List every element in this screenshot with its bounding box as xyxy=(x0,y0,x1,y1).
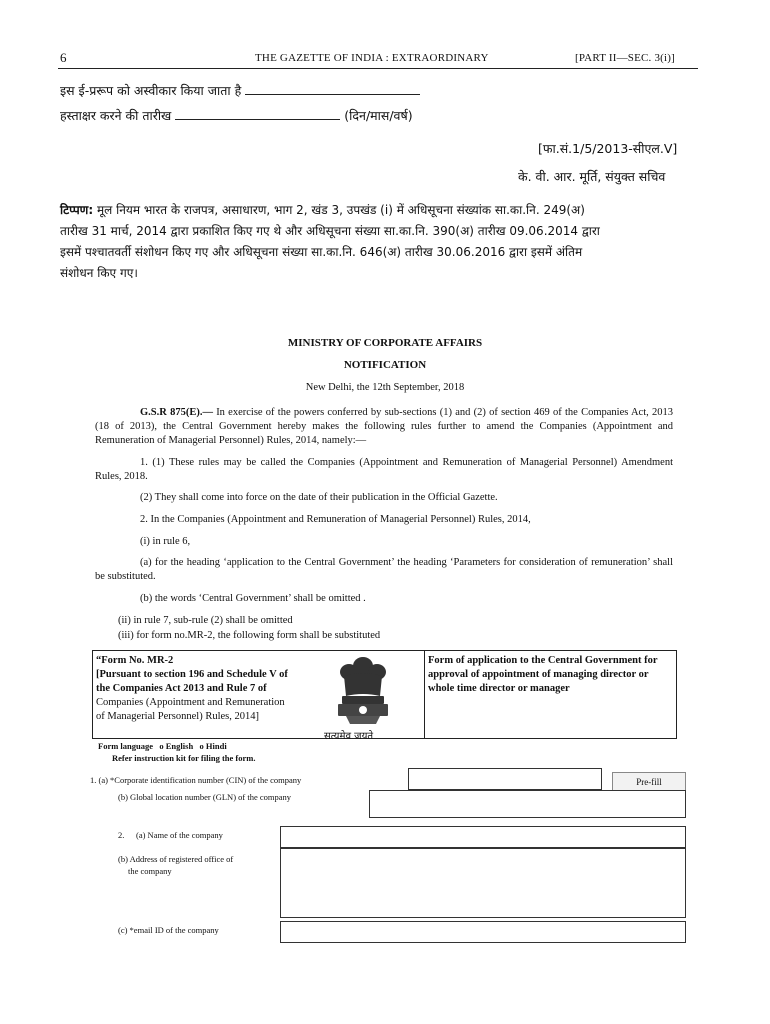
header-divider xyxy=(58,68,698,69)
gln-input[interactable] xyxy=(369,790,686,818)
rule-1-1: 1. (1) These rules may be called the Companies (Appointment and Remuneration of Managerial Personnel) Amendment Rules, 2018. xyxy=(95,457,673,482)
registered-address-input[interactable] xyxy=(280,848,686,918)
rule-2-iii: (iii) for form no.MR-2, the following form shall be substituted xyxy=(118,630,381,641)
signing-date-line xyxy=(60,107,413,124)
note-label: टिप्पण: xyxy=(60,203,94,217)
form-header-divider xyxy=(424,650,425,739)
page-number: 6 xyxy=(60,50,67,65)
note-line-3: इसमें पश्चातवर्ती संशोधन किए गए और अधिसूचना संख्या सा.का.नि. 646(अ) तारीख 30.06.2016 द्वारा इसमें अंतिम xyxy=(60,245,583,259)
rejection-line xyxy=(60,82,420,99)
q1b-label: (b) Global location number (GLN) of the company xyxy=(118,792,292,802)
form-purpose: Form of application to the Central Government for approval of appointment of managing director or whole time director or manager xyxy=(428,655,658,694)
form-language-row xyxy=(98,741,227,751)
note-block xyxy=(60,200,685,284)
note-line-2: तारीख 31 मार्च, 2014 द्वारा प्रकाशित किए गए थे और अधिसूचना संख्या सा.का.नि. 390(अ) तारीख 09.06.2014 द्वारा xyxy=(60,224,600,238)
prefill-button[interactable]: Pre-fill xyxy=(612,772,686,793)
radio-hindi-icon[interactable]: o xyxy=(199,741,204,751)
form-title-block xyxy=(96,654,288,724)
rule-2-i-b: (b) the words ‘Central Government’ shall be omitted . xyxy=(140,593,366,604)
emblem-motto: सत्यमेव जयते xyxy=(324,731,374,742)
gsr-paragraph xyxy=(95,406,673,448)
radio-english-icon[interactable]: o xyxy=(159,741,164,751)
note-line-1: मूल नियम भारत के राजपत्र, असाधारण, भाग 2, खंड 3, उपखंड (i) में अधिसूचना संख्यांक सा.का.नि. 249(अ) xyxy=(96,203,585,217)
ministry-heading: MINISTRY OF CORPORATE AFFAIRS xyxy=(287,337,483,349)
lang-english-label[interactable]: English xyxy=(165,741,194,751)
gsr-text: In exercise of the powers conferred by sub-sections (1) and (2) of section 469 of the Companies Act, 2013 (18 of 2013), the Central Government hereby makes the following rules further to amend the Companies (Appointment and Remuneration of Managerial Personnel) Rules, 2014, namely:— xyxy=(95,407,673,446)
q2-number: 2. xyxy=(118,830,125,840)
rule-2-i-a: (a) for the heading ‘application to the Central Government’ the heading ‘Parameters for consideration of remuneration’ shall be substituted. xyxy=(95,557,673,582)
gsr-label: G.S.R 875(E).— xyxy=(140,407,213,418)
note-line-4: संशोधन किए गए। xyxy=(60,266,138,280)
form-pursuant-1: [Pursuant to section 196 and Schedule V of xyxy=(96,669,288,680)
q2b-line-1: (b) Address of registered office of xyxy=(118,854,234,864)
q1a-label: 1. (a) *Corporate identification number (CIN) of the company xyxy=(90,775,302,785)
national-emblem xyxy=(316,652,411,742)
date-format: (दिन/मास/वर्ष) xyxy=(344,108,413,123)
q2b-line-2: the company xyxy=(128,866,172,876)
company-name-input[interactable] xyxy=(280,826,686,848)
notification-heading: NOTIFICATION xyxy=(343,359,427,371)
signing-date-label: हस्ताक्षर करने की तारीख xyxy=(60,108,172,123)
signing-date-blank xyxy=(175,109,340,120)
form-number: “Form No. MR-2 xyxy=(96,655,174,666)
gazette-title: THE GAZETTE OF INDIA : EXTRAORDINARY xyxy=(255,52,489,64)
rejection-text: इस ई-प्ररूप को अस्वीकार किया जाता है xyxy=(60,83,242,98)
rule-2-i: (i) in rule 6, xyxy=(140,536,191,547)
rule-2-ii: (ii) in rule 7, sub-rule (2) shall be omitted xyxy=(118,615,293,626)
q2c-label: (c) *email ID of the company xyxy=(118,925,219,935)
form-language-label: Form language xyxy=(98,741,154,751)
rule-1-2: (2) They shall come into force on the date of their publication in the Official Gazette. xyxy=(140,492,498,503)
file-number: [फा.सं.1/5/2013-सीएल.V] xyxy=(538,141,678,156)
form-pursuant-2: the Companies Act 2013 and Rule 7 of xyxy=(96,683,267,694)
q2a-label: (a) Name of the company xyxy=(136,830,223,840)
lang-hindi-label[interactable]: Hindi xyxy=(205,741,227,751)
form-pursuant-4: of Managerial Personnel) Rules, 2014] xyxy=(96,711,260,722)
signatory: के. वी. आर. मूर्ति, संयुक्त सचिव xyxy=(518,169,666,184)
rejection-blank xyxy=(245,84,420,95)
instruction-kit: Refer instruction kit for filing the form. xyxy=(112,753,256,763)
gazette-part: [PART II—SEC. 3(i)] xyxy=(575,52,676,64)
form-pursuant-3: Companies (Appointment and Remuneration xyxy=(96,697,285,708)
rule-2: 2. In the Companies (Appointment and Remuneration of Managerial Personnel) Rules, 2014, xyxy=(140,514,531,525)
cin-input[interactable] xyxy=(408,768,602,790)
q2b-label xyxy=(118,853,233,877)
company-email-input[interactable] xyxy=(280,921,686,943)
lion-capital-icon xyxy=(316,652,411,732)
dateline: New Delhi, the 12th September, 2018 xyxy=(305,382,465,393)
